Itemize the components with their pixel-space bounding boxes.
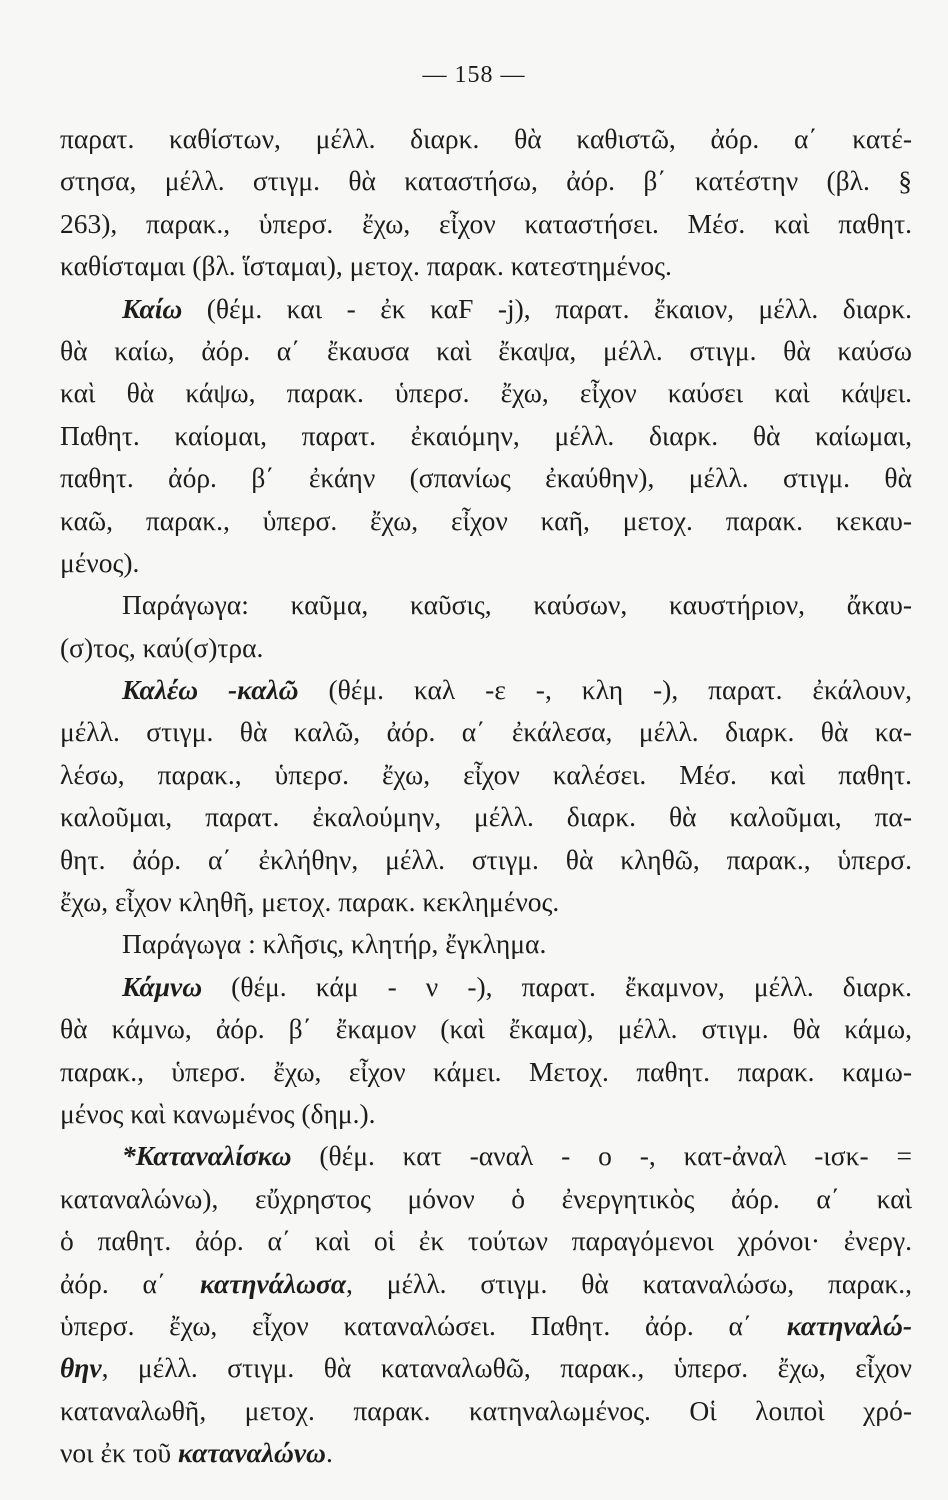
text-line [60,1432,912,1474]
headword-kaio: Καίω [122,292,183,324]
text-line: παρακ., ὑπερσ. ἔχω, εἶχον κάμει. Μετοχ. παθητ. παρακ. καμω- [60,1055,912,1087]
text-line: ἔχω, εἶχον κληθῆ, μετοχ. παρακ. κεκλημένος. [60,886,560,918]
text-line: ὁ παθητ. ἀόρ. α΄ καὶ οἱ ἐκ τούτων παραγόμενοι χρόνοι· ἐνεργ. [60,1225,912,1257]
text-line: θὰ κάμνω, ἀόρ. β΄ ἔκαμον (καὶ ἔκαμα), μέλλ. στιγμ. θὰ κάμω, [60,1013,912,1045]
text-line [60,1347,912,1389]
text-line [60,1305,912,1347]
text-line: θὰ καίω, ἀόρ. α΄ ἔκαυσα καὶ ἔκαψα, μέλλ. στιγμ. θὰ καύσω [60,334,912,366]
entry-text: (θέμ. κατ -αναλ - ο -, κατ-ἀναλ -ισκ- = [291,1140,912,1172]
bold-form: καταναλώνω [178,1437,326,1469]
headword-katanaliskw: *Καταναλίσκω [122,1140,292,1172]
text-line: καὶ θὰ κάψω, παρακ. ὑπερσ. ἔχω, εἶχον καύσει καὶ κάψει. [60,377,912,409]
entry-text: (θέμ. καλ -ε -, κλη -), παρατ. ἐκάλουν, [298,674,912,706]
page-number: — 158 — [422,62,526,88]
text-line: στησα, μέλλ. στιγμ. θὰ καταστήσω, ἀόρ. β΄ κατέστην (βλ. § [60,165,912,197]
bold-form: κατηναλώ- [786,1309,912,1341]
text-line: παθητ. ἀόρ. β΄ ἐκάην (σπανίως ἐκαύθην), μέλλ. στιγμ. θὰ [60,462,912,494]
entry-katanaliskw [60,1135,912,1177]
entry-text: (θέμ. και - ἐκ καϜ -j), παρατ. ἔκαιον, μέλλ. διαρκ. [182,292,912,324]
text-line: Παράγωγα: καῦμα, καῦσις, καύσων, καυστήριον, ἄκαυ- [122,589,912,621]
text-segment: ὑπερσ. ἔχω, εἶχον καταναλώσει. Παθητ. ἀόρ. α΄ [60,1309,787,1341]
text-line: καλοῦμαι, παρατ. ἐκαλούμην, μέλλ. διαρκ. θὰ καλοῦμαι, πα- [60,801,912,833]
text-segment: . [325,1437,333,1469]
entry-text: (θέμ. κάμ - ν -), παρατ. ἔκαμνον, μέλλ. διαρκ. [202,970,912,1002]
text-line: καῶ, παρακ., ὑπερσ. ἔχω, εἶχον καῆ, μετοχ. παρακ. κεκαυ- [60,504,912,536]
text-segment: , μέλλ. στιγμ. θὰ καταναλωθῶ, παρακ., ὑπερσ. ἔχω, εἶχον [101,1352,912,1384]
text-segment: ἀόρ. α΄ [60,1267,200,1299]
headword-kamno: Κάμνω [122,970,203,1002]
headword-kaleo: Καλέω -καλῶ [122,674,299,706]
entry-kamno [60,966,912,1008]
text-line: 263), παρακ., ὑπερσ. ἔχω, εἶχον καταστήσει. Μέσ. καὶ παθητ. [60,207,912,239]
text-line: μέλλ. στιγμ. θὰ καλῶ, ἀόρ. α΄ ἐκάλεσα, μέλλ. διαρκ. θὰ κα- [60,716,912,748]
dictionary-text [60,118,912,1475]
entry-kaio [60,288,912,330]
text-line: παρατ. καθίστων, μέλλ. διαρκ. θὰ καθιστῶ, ἀόρ. α΄ κατέ- [60,123,912,154]
bold-form: θην [60,1352,102,1384]
text-line: καταναλώνω), εὔχρηστος μόνον ὁ ἐνεργητικὸς ἀόρ. α΄ καὶ [60,1182,912,1214]
text-segment: νοι ἐκ τοῦ [60,1437,179,1469]
text-line: Παθητ. καίομαι, παρατ. ἐκαιόμην, μέλλ. διαρκ. θὰ καίωμαι, [60,419,912,451]
text-line: καθίσταμαι (βλ. ἵσταμαι), μετοχ. παρακ. κατεστημένος. [60,250,672,282]
text-line: μένος καὶ κανωμένος (δημ.). [60,1097,376,1129]
bold-form: κατηνάλωσα [199,1267,347,1299]
text-line: μένος). [60,546,140,578]
text-segment: , μέλλ. στιγμ. θὰ καταναλώσω, παρακ., [346,1267,912,1299]
text-line: καταναλωθῆ, μετοχ. παρακ. κατηναλωμένος. Οἱ λοιποὶ χρό- [60,1394,912,1426]
text-line: θητ. ἀόρ. α΄ ἐκλήθην, μέλλ. στιγμ. θὰ κληθῶ, παρακ., ὑπερσ. [60,843,912,875]
entry-kaleo [60,669,912,711]
text-line [60,1263,912,1305]
text-line: (σ)τος, καύ(σ)τρα. [60,631,264,663]
text-line: Παράγωγα : κλῆσις, κλητήρ, ἔγκλημα. [122,928,547,960]
text-line: λέσω, παρακ., ὑπερσ. ἔχω, εἶχον καλέσει. Μέσ. καὶ παθητ. [60,758,912,790]
